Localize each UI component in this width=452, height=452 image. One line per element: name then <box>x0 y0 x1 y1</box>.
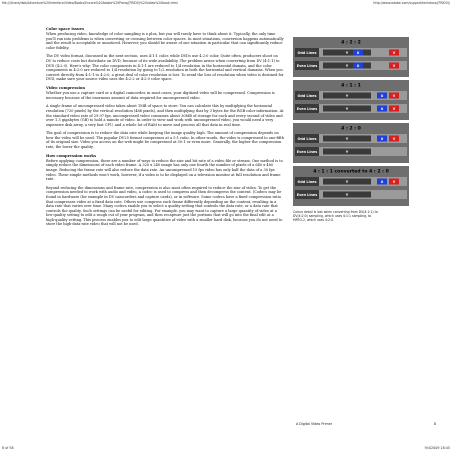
chroma-v-label: V <box>392 51 396 55</box>
chroma-u-label: U <box>380 107 384 111</box>
chroma-v-label: V <box>392 94 396 98</box>
chroma-u-label: U <box>380 137 384 141</box>
paragraph: Whether you use a capture card or a digital camcorder, in most cases, your digitized video will be compressed. Compression is necessary because of the enormous amount of data required for uncompressed video. <box>46 91 275 100</box>
section-heading-video-compression: Video compression <box>46 86 86 91</box>
chroma-sampling-figure <box>293 37 409 207</box>
panel-title: 4 : 2 : 2 <box>341 40 361 46</box>
section-heading-how-compression-works: How compression works <box>46 153 97 158</box>
row-label: Even Lines <box>296 150 318 154</box>
chroma-u-label: U <box>380 94 384 98</box>
footer-page-count: 8 of 58 <box>2 446 14 450</box>
row-label: Odd Lines <box>297 94 317 98</box>
row-label: Even Lines <box>296 193 318 197</box>
row-label: Even Lines <box>296 107 318 111</box>
footer-timestamp: 9/4/2009 18:45 <box>424 446 450 450</box>
browser-print-footer <box>0 444 452 452</box>
chroma-u-label: U <box>380 180 384 184</box>
page-label-bar <box>296 422 436 426</box>
chroma-v-label: V <box>392 107 396 111</box>
row-label: Odd Lines <box>297 51 317 55</box>
row-label: Even Lines <box>296 64 318 68</box>
panel-title: 4 : 1 : 1 converted to 4 : 2 : 0 <box>313 169 389 175</box>
page-number: 8 <box>433 422 436 426</box>
row-label: Odd Lines <box>297 137 317 141</box>
luma-label: Y <box>345 150 349 154</box>
chroma-v-label: V <box>392 64 396 68</box>
luma-label: Y <box>345 94 349 98</box>
chroma-v-label: V <box>392 137 396 141</box>
chroma-u-label: U <box>356 64 360 68</box>
header-url: file:///Users/dsb/Adventure%20Interface/Video/Books/Encore%20Adobe%20Press/(FRID0)%20video%20book.html <box>2 1 178 5</box>
luma-label: Y <box>345 107 349 111</box>
luma-label: Y <box>345 193 349 197</box>
sampling-diagram <box>293 37 409 207</box>
panel-title: 4 : 2 : 0 <box>341 126 361 132</box>
figure-caption: Colour detail is lost when converting from DV(4:1:1) to DV(4:2:0) sampling, which uses 4:1:1 sampling, to MPEG-2, which uses 4:2:0. <box>293 210 378 222</box>
luma-label: Y <box>345 51 349 55</box>
paragraph: A single frame of uncompressed video takes about 1MB of space to store. You can calculate this by multiplying the horizontal resolution (720 pixels) by the vertical resolution (486 pixels), and then multiplying that by 3 bytes for the RGB color information. At the standard video rate of 29.97 fps, uncompressed video consumes about 30MB of storage for each and every second of video and over 1.5 gigabytes (GB) to hold a minute of video. In order to view and work with uncompressed video, you would need a very expensive disk array, a very fast CPU, and a whole lot of RAM to move and process all that data in real time. <box>46 104 284 127</box>
header-source-url: http://www.adobe.com/support/techdocs/(FRID0)/ <box>373 1 450 5</box>
text-column <box>46 27 284 231</box>
browser-print-header <box>0 0 452 8</box>
paragraph: When producing video, knowledge of color sampling is a plus, but you will rarely have to think about it. Typically, the only time you'll run into problems is when converting or crossing between color spaces. In most situations, conversion happens automatically and the result is acceptable or unnoticed. However, you should be aware of one situation in particular that can significantly reduce color fidelity. <box>46 32 284 50</box>
panel-title: 4 : 1 : 1 <box>341 83 361 89</box>
chroma-v-label: V <box>392 180 396 184</box>
paragraph: Beyond reducing the dimensions and frame rate, compression is also most often required to reduce the size of video. To get the compression needed to work with audio and video, a codec is used to compress and then decompress the content. (Codecs may be found in hardware (for example in DV camcorders and capture cards), or in software. Some codecs have a fixed compression ratio that compresses video at a fixed data rate. Others use compress each frame differently depending on the content, resulting in a data rate that varies over time. Many codecs enable you to select a quality setting that controls the data rate, or a data rate that controls the quality. Such settings can be useful for editing. For example, you may want to capture a large quantity of video at a low-quality setting to edit a rough cut of your program, and then recapture just the portions that will go into the final edit at a high-quality setting. This process enables you to edit large quantities of video with a smaller hard disk, because you do not need to store the high-data-rate video that will not be used. <box>46 185 283 227</box>
section-heading-color-space: Color space issues <box>46 27 85 31</box>
luma-label: Y <box>345 137 349 141</box>
row-label: Odd Lines <box>297 180 317 184</box>
paragraph: Before applying compression, there are a number of ways to reduce the size and bit rate of a video file or stream. One method is to simply reduce the dimensions of each video frame. A 320 x 240 image has only one fourth the number of pixels of a 640 x 480 image. Reducing the frame rate will also reduce the data rate. An uncompressed 15 fps video has only half the data of a 30 fps video. These simple methods won't work, however, if a video is to be displayed on a television monitor at full resolution and frame rate. <box>46 158 283 182</box>
paragraph: The DV video format, discussed in the next section, uses 4:1:1 color, while DVDs use 4:2:0 color. Quite often, producers shoot on DV to reduce costs but distribute on DVD, because of its wide availability. The problem arises when converting from DV (4:1:1) to DVD (4:2:0). Here's why: The color components in 4:1:1 are reduced to 1/4 resolution in the horizontal domain, and the color components in 4:2:0 are reduced to 1/4 resolution by going to 1/2 resolution in both the horizontal and vertical domains. When you convert directly from 4:1:1 to 4:2:0, a great deal of color resolution is lost. To avoid the loss of resolution when video is destined for DVD, make sure your source video uses the 4:2:2 or 4:2:0 color space. <box>46 54 284 82</box>
chroma-u-label: U <box>356 51 360 55</box>
paragraph: The goal of compression is to reduce the data rate while keeping the image quality high. The amount of compression depends on how the video will be used. The popular DV25 format compresses at a 5:1 ratio. In other words, the video is compressed to one-fifth of its original size. Video you access on the web might be compressed at 50:1 or even more. Generally, the higher the compression rate, the lower the quality. <box>46 131 284 150</box>
luma-label: Y <box>345 64 349 68</box>
page-label: A Digital Video Primer <box>296 422 333 426</box>
luma-label: Y <box>345 180 349 184</box>
